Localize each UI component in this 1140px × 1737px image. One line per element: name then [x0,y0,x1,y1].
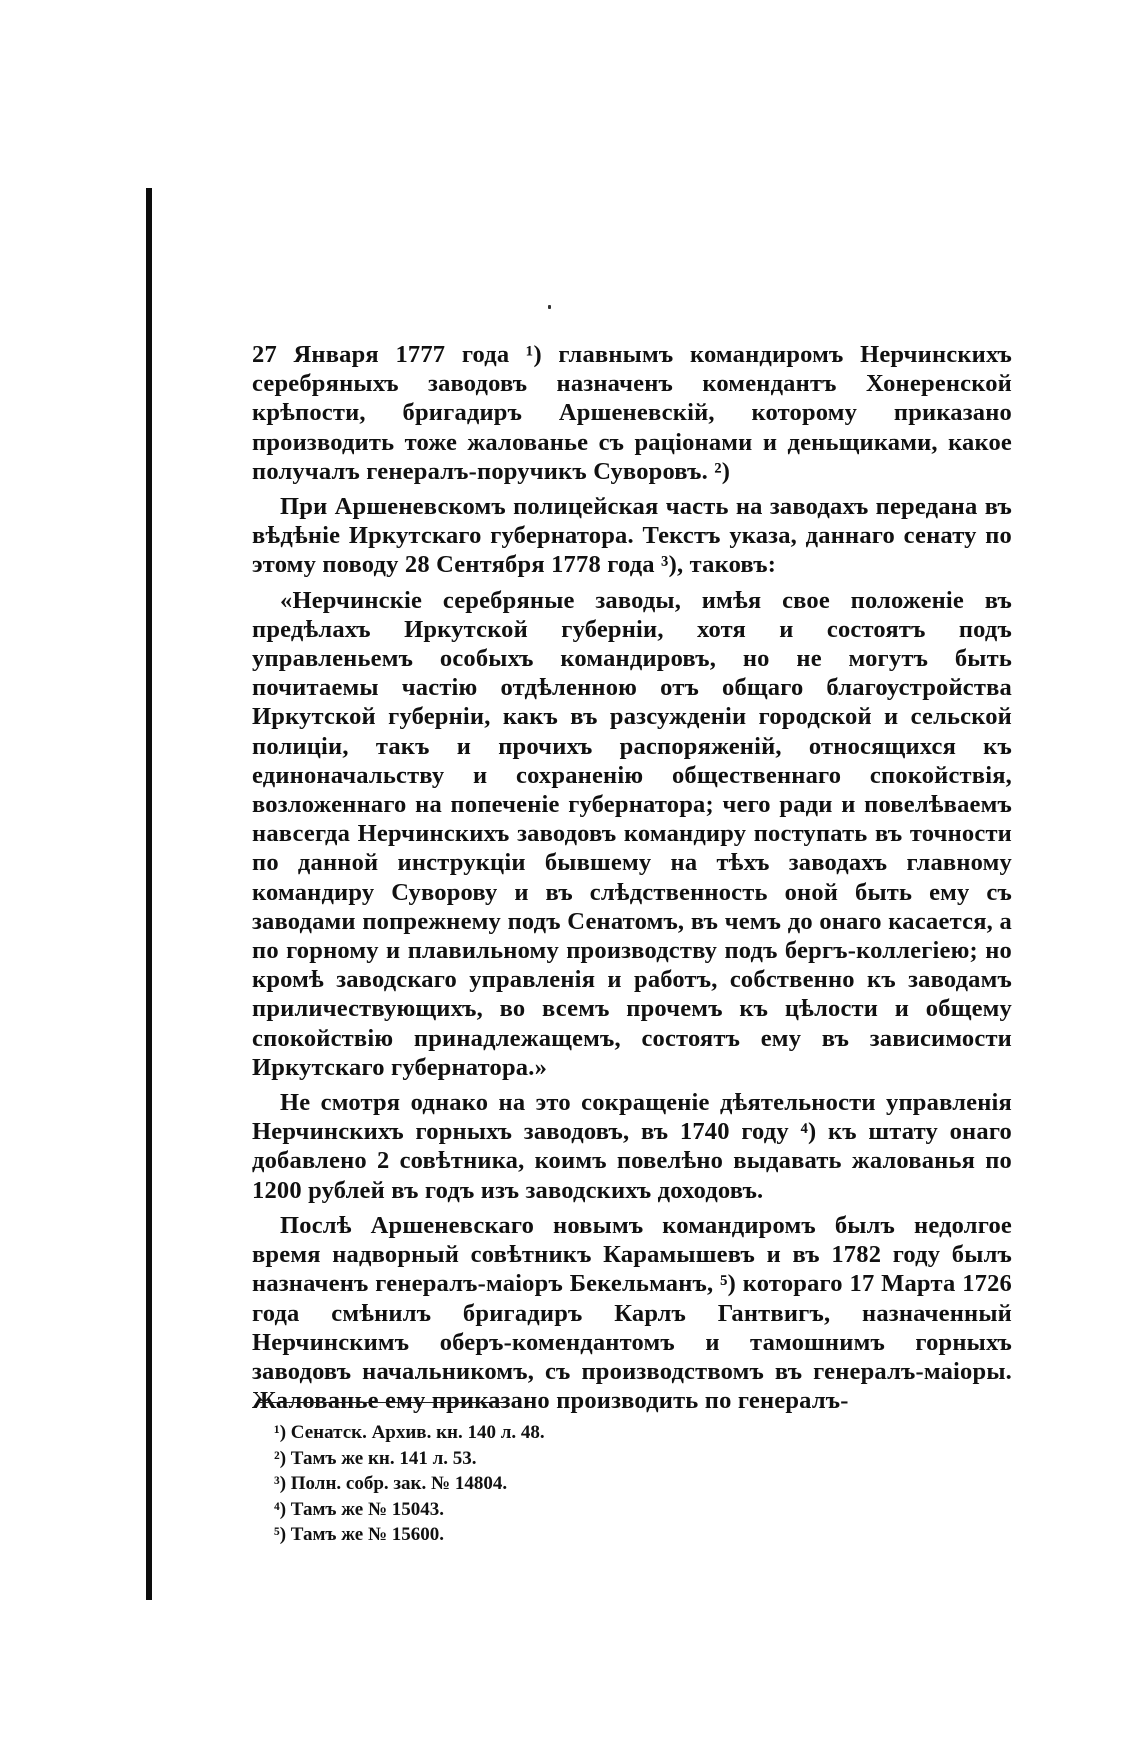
footnote [274,1471,674,1497]
footnote [274,1497,674,1523]
paragraph: 27 Января 1777 года ¹) главнымъ командиромъ Нерчинскихъ серебряныхъ заводовъ назначенъ комендантъ Хонеренской крѣпости, бригадиръ Аршеневскій, которому приказано производить тоже жалованье съ раціонами и деньщиками, какое получалъ генералъ-поручикъ Суворовъ. ²) [252,341,1012,485]
footnote-divider [258,1402,508,1403]
footnote-text: Тамъ же кн. 141 л. 53. [290,1447,477,1469]
footnote-text: Тамъ же № 15600. [290,1524,445,1545]
footnote-text: Сенатск. Архив. кн. 140 л. 48. [290,1422,545,1443]
paragraph: Не смотря однако на это сокращеніе дѣятельности управленія Нерчинскихъ горныхъ заводовъ, въ 1740 году ⁴) къ штату онаго добавлено 2 совѣтника, коимъ повелѣно выдавать жалованья по 1200 рублей въ годъ изъ заводскихъ доходовъ. [252,1089,1012,1204]
paragraph: При Аршеневскомъ полицейская часть на заводахъ передана въ вѣдѣніе Иркутскаго губернатора. Текстъ указа, даннаго сенату по этому поводу 28 Сентября 1778 года ³), таковъ: [252,493,1012,579]
footnote-text: Полн. собр. зак. № 14804. [290,1473,508,1494]
footnotes [274,1420,674,1548]
scan-binding-edge [146,188,152,1600]
footnote-mark: ⁴) [274,1498,287,1520]
footnote-mark: ¹) [274,1422,287,1443]
paragraph-quote: «Нерчинскіе серебряные заводы, имѣя свое положеніе въ предѣлахъ Иркутской губерніи, хотя и состоятъ подъ управленьемъ особыхъ командировъ, но не могутъ быть почитаемы частію отдѣленною отъ общаго благоустройства Иркутской губерніи, какъ въ разсужденіи городской и сельской полиціи, такъ и прочихъ распоряженій, относящихся къ единоначальству и сохраненію общественнаго спокойствія, возложеннаго на попеченіе губернатора; чего ради и повелѣваемъ навсегда Нерчинскихъ заводовъ командиру поступать въ точности по данной инструкціи бывшему на тѣхъ заводахъ главному командиру Суворову и въ слѣдственность оной быть ему съ заводами попрежнему подъ Сенатомъ, въ чемъ до онаго касается, а по горному и плавильному производству подъ бергъ-коллегіею; но кромѣ заводскаго управленія и работъ, собственно къ заводамъ приличествующихъ, во всемъ прочемъ къ цѣлости и общему спокойствію принадлежащемъ, состоятъ ему въ зависимости Иркутскаго губернатора.» [252,586,1012,1081]
footnote [274,1420,674,1446]
main-text [252,340,1012,1415]
scan-speck [548,305,551,309]
footnote-mark: ⁵) [274,1524,287,1545]
footnote [274,1446,674,1472]
paragraph: Послѣ Аршеневскаго новымъ командиромъ былъ недолгое время надворный совѣтникъ Карамышевъ и въ 1782 году былъ назначенъ генералъ-маіоръ Бекельманъ, ⁵) котораго 17 Марта 1726 года смѣнилъ бригадиръ Карлъ Гантвигъ, назначенный Нерчинскимъ оберъ-комендантомъ и тамошнимъ горныхъ заводовъ начальникомъ, съ производствомъ въ генералъ-маіоры. Жалованье ему приказано производить по генералъ- [252,1211,1012,1415]
footnote-text: Тамъ же № 15043. [290,1498,445,1520]
footnote [274,1522,674,1548]
footnote-mark: ³) [274,1473,287,1494]
footnote-mark: ²) [274,1447,287,1469]
